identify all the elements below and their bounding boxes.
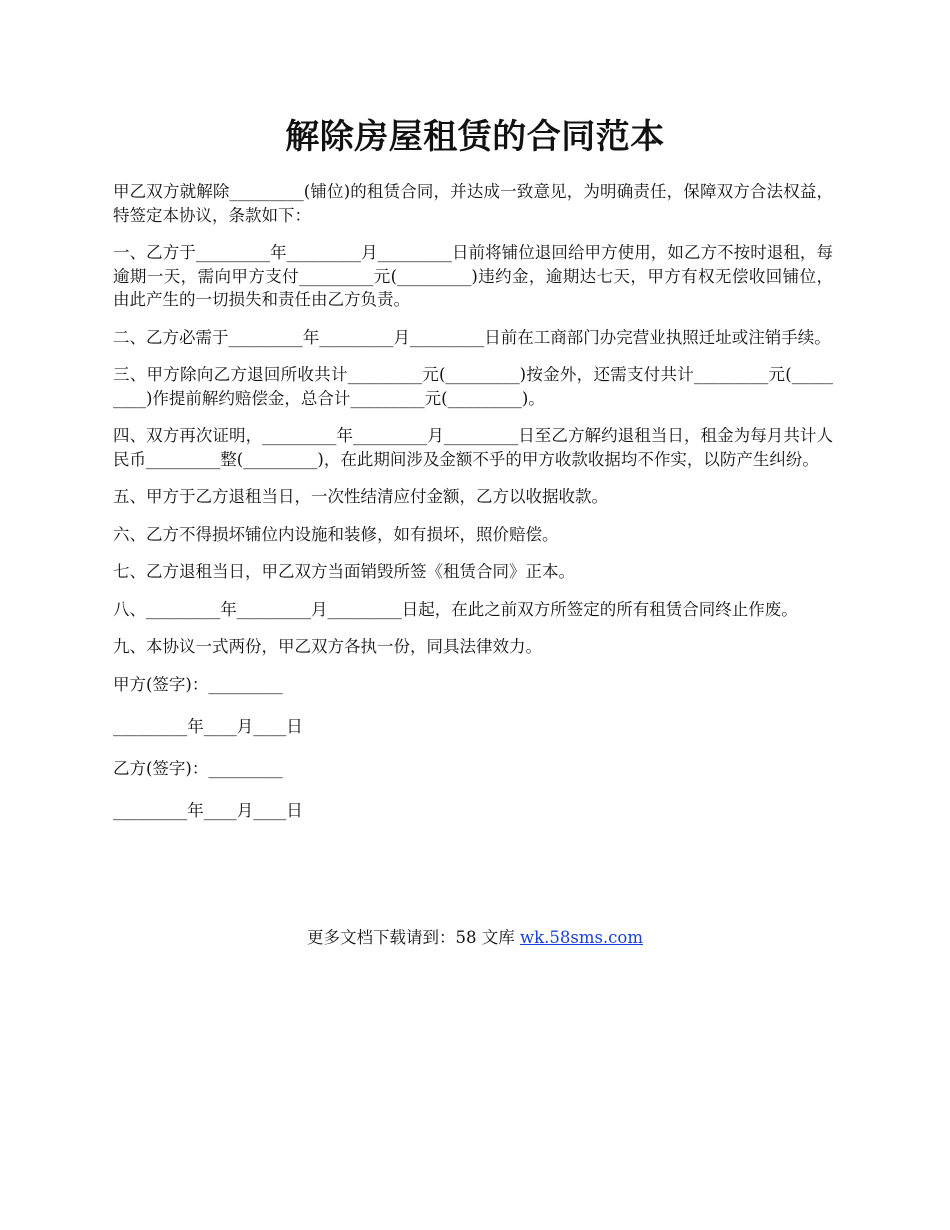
document-title: 解除房屋租赁的合同范本 <box>285 117 665 157</box>
party-b-signature: 乙方(签字)：_________ <box>113 758 283 778</box>
clause-5: 五、甲方于乙方退租当日，一次性结清应付金额，乙方以收据收款。 <box>113 487 608 506</box>
footer-link[interactable]: wk.58sms.com <box>519 928 643 947</box>
paragraph-intro: 甲乙双方就解除_________(铺位)的租赁合同，并达成一致意见，为明确责任，保障双方合法权益，特签定本协议，条款如下： <box>113 182 833 225</box>
party-a-signature: 甲方(签字)：_________ <box>113 674 283 694</box>
clause-9: 九、本协议一式两份，甲乙双方各执一份，同具法律效力。 <box>113 637 542 656</box>
clause-8: 八、_________年_________月_________日起，在此之前双方所签定的所有租赁合同终止作废。 <box>113 599 798 619</box>
clause-6: 六、乙方不得损坏铺位内设施和装修，如有损坏，照价赔偿。 <box>113 524 559 544</box>
clause-2: 二、乙方必需于_________年_________月_________日前在工商部门办完营业执照迁址或注销手续。 <box>113 327 831 347</box>
footer <box>0 926 950 950</box>
party-a-date: _________年____月____日 <box>113 716 303 736</box>
clause-4: 四、双方再次证明，_________年_________月_________日至乙方解约退租当日，租金为每月共计人民币_________整(_________)，在此期间涉及金额不乎的甲方收款收据均不作实，以防产生纠纷。 <box>113 426 833 469</box>
clause-3: 三、甲方除向乙方退回所收共计_________元(_________)按金外，还需支付共计_________元(_________)作提前解约赔偿金，总合计_________元(_________)。 <box>113 365 833 408</box>
clause-1: 一、乙方于_________年_________月_________日前将铺位退回给甲方使用，如乙方不按时退租，每逾期一天，需向甲方支付_________元(_________)违约金，逾期达七天，甲方有权无偿收回铺位，由此产生的一切损失和责任由乙方负责。 <box>113 243 833 309</box>
clause-7: 七、乙方退租当日，甲乙双方当面销毁所签《租赁合同》正本。 <box>113 562 575 581</box>
document-body <box>113 180 833 841</box>
party-b-date: _________年____月____日 <box>113 800 303 820</box>
footer-text: 更多文档下载请到：58 文库 <box>306 928 520 947</box>
